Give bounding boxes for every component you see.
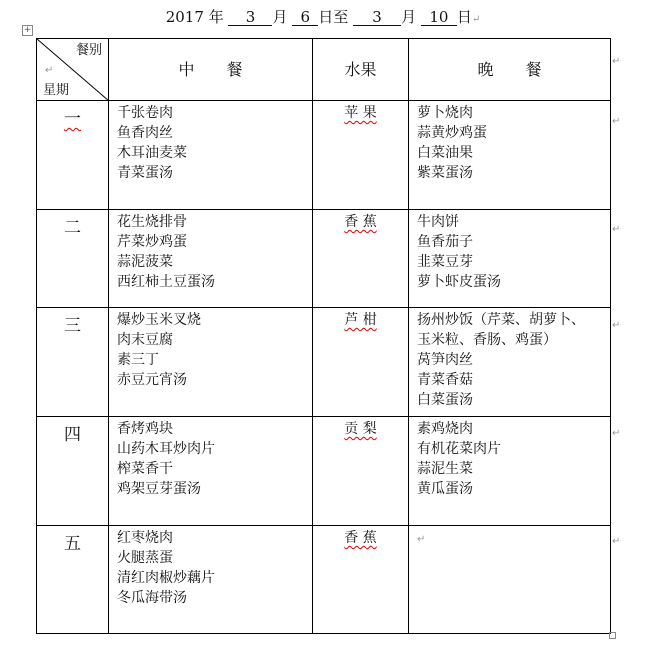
- weekday-cell: [37, 417, 109, 526]
- fruit-cell: [313, 210, 409, 308]
- title-start-month: 3: [228, 10, 272, 26]
- title-end-month: 3: [353, 10, 401, 26]
- lunch-header: 中 餐: [109, 39, 313, 101]
- lunch-cell: [109, 101, 313, 210]
- lunch-dish: 清红肉椒炒藕片: [117, 570, 215, 586]
- lunch-dish: 榨菜香干: [117, 461, 173, 477]
- dinner-dish: 青菜香菇: [417, 372, 473, 388]
- row-end-mark-icon: ↵: [612, 428, 621, 439]
- weekday-cell: [37, 101, 109, 210]
- lunch-dish: 鱼香肉丝: [117, 125, 173, 141]
- fruit-cell: [313, 308, 409, 417]
- header-row: [37, 39, 611, 101]
- dinner-dish: 玉米粒、香肠、鸡蛋）: [417, 332, 557, 348]
- table-move-handle-icon[interactable]: +: [23, 25, 32, 35]
- dinner-header: 晚 餐: [409, 39, 611, 101]
- category-label: 餐别: [75, 43, 102, 58]
- dinner-dish: 萝卜虾皮蛋汤: [417, 274, 501, 290]
- weekday-label: 星期: [43, 83, 70, 98]
- weekday-cell: [37, 526, 109, 634]
- paragraph-mark-icon: ↵: [45, 65, 54, 76]
- lunch-dish: 木耳油麦菜: [117, 145, 187, 161]
- paragraph-mark-icon: ↵: [471, 14, 481, 25]
- title-start-day: 6: [292, 10, 318, 26]
- weekday-value: 五: [64, 534, 81, 554]
- table-resize-handle-icon[interactable]: [609, 632, 616, 639]
- lunch-dish: 花生烧排骨: [117, 214, 187, 230]
- weekday-value: 一: [64, 109, 81, 129]
- dinner-dish: 牛肉饼: [417, 214, 459, 230]
- fruit-cell: [313, 101, 409, 210]
- title-end-month-label: 月: [401, 8, 417, 26]
- lunch-dish: 火腿蒸蛋: [117, 550, 173, 566]
- title-year: 2017: [165, 8, 204, 26]
- menu-row: [37, 417, 611, 526]
- fruit-value: 芦 柑: [344, 312, 377, 328]
- weekly-menu-table: [36, 38, 611, 634]
- weekday-value: 三: [64, 316, 81, 336]
- menu-row: [37, 526, 611, 634]
- fruit-cell: [313, 526, 409, 634]
- title-month-label: 月: [272, 8, 288, 26]
- fruit-value: 贡 梨: [344, 421, 377, 437]
- fruit-value: 香 蕉: [344, 214, 377, 230]
- lunch-dish: 红枣烧肉: [117, 530, 173, 546]
- title-end-day-label: 日: [456, 8, 472, 26]
- lunch-dish: 肉末豆腐: [117, 332, 173, 348]
- lunch-dish: 香烤鸡块: [117, 421, 173, 437]
- dinner-dish: 扬州炒饭（芹菜、胡萝卜、: [417, 312, 585, 328]
- weekday-cell: [37, 210, 109, 308]
- lunch-cell: [109, 308, 313, 417]
- fruit-header: 水果: [313, 39, 409, 101]
- dinner-dish: 鱼香茄子: [417, 234, 473, 250]
- row-end-mark-icon: ↵: [612, 320, 621, 331]
- weekday-value: 四: [64, 425, 81, 445]
- lunch-dish: 素三丁: [117, 352, 159, 368]
- dinner-dish: 紫菜蛋汤: [417, 165, 473, 181]
- dinner-dish: 素鸡烧肉: [417, 421, 473, 437]
- row-end-mark-icon: ↵: [612, 116, 621, 127]
- lunch-dish: 西红柿土豆蛋汤: [117, 274, 215, 290]
- menu-row: [37, 101, 611, 210]
- lunch-dish: 赤豆元宵汤: [117, 372, 187, 388]
- paragraph-mark-icon: ↵: [417, 534, 426, 545]
- weekday-cell: [37, 308, 109, 417]
- dinner-dish: 蒜黄炒鸡蛋: [417, 125, 487, 141]
- title-year-label: 年: [208, 8, 224, 26]
- lunch-dish: 青菜蛋汤: [117, 165, 173, 181]
- lunch-dish: 山药木耳炒肉片: [117, 441, 215, 457]
- dinner-dish: 有机花菜肉片: [417, 441, 501, 457]
- menu-date-title: [0, 6, 646, 27]
- dinner-dish: 黄瓜蛋汤: [417, 481, 473, 497]
- dinner-cell: [409, 210, 611, 308]
- menu-row: [37, 308, 611, 417]
- dinner-dish: 白菜油果: [417, 145, 473, 161]
- dinner-dish: 莴笋肉丝: [417, 352, 473, 368]
- lunch-dish: 芹菜炒鸡蛋: [117, 234, 187, 250]
- row-end-mark-icon: ↵: [612, 536, 621, 547]
- dinner-cell: [409, 526, 611, 634]
- dinner-cell: [409, 308, 611, 417]
- lunch-dish: 蒜泥菠菜: [117, 254, 173, 270]
- lunch-dish: 冬瓜海带汤: [117, 590, 187, 606]
- dinner-dish: 蒜泥生菜: [417, 461, 473, 477]
- menu-row: [37, 210, 611, 308]
- title-end-day: 10: [421, 10, 457, 26]
- row-end-mark-icon: ↵: [612, 56, 621, 67]
- fruit-value: 苹 果: [344, 105, 377, 121]
- lunch-dish: 鸡架豆芽蛋汤: [117, 481, 201, 497]
- lunch-cell: [109, 526, 313, 634]
- dinner-cell: [409, 417, 611, 526]
- lunch-dish: 千张卷肉: [117, 105, 173, 121]
- weekday-value: 二: [64, 218, 81, 238]
- lunch-cell: [109, 417, 313, 526]
- dinner-dish: 萝卜烧肉: [417, 105, 473, 121]
- title-day-to-label: 日至: [318, 8, 349, 26]
- fruit-cell: [313, 417, 409, 526]
- header-corner-cell: [37, 39, 109, 101]
- lunch-cell: [109, 210, 313, 308]
- dinner-dish: 白菜蛋汤: [417, 392, 473, 408]
- lunch-dish: 爆炒玉米叉烧: [117, 312, 201, 328]
- dinner-dish: 韭菜豆芽: [417, 254, 473, 270]
- row-end-mark-icon: ↵: [612, 224, 621, 235]
- fruit-value: 香 蕉: [344, 530, 377, 546]
- dinner-cell: [409, 101, 611, 210]
